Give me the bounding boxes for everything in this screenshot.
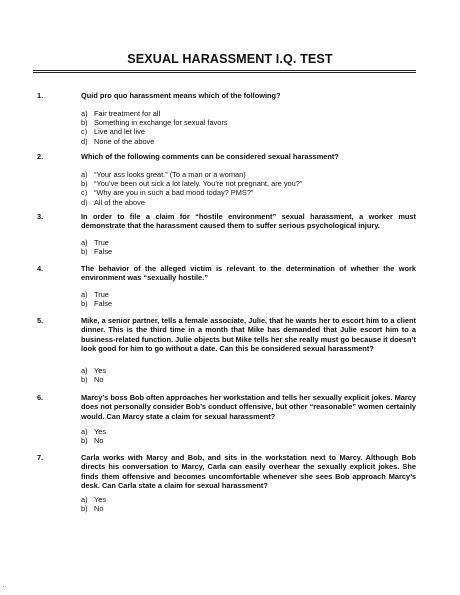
answer-option — [81, 290, 411, 299]
option-text: Yes — [94, 427, 107, 436]
answer-option — [81, 495, 411, 504]
option-letter: a) — [81, 495, 88, 504]
option-text: “Why are you in such a bad mood today? PMS?” — [94, 188, 254, 198]
option-letter: b) — [81, 118, 88, 128]
answer-options — [81, 170, 411, 207]
option-text: True — [94, 290, 109, 299]
answer-option — [81, 299, 411, 308]
option-letter: a) — [81, 170, 88, 179]
option-text: No — [94, 504, 104, 514]
question-number: 4. — [37, 264, 44, 273]
answer-option — [81, 366, 411, 375]
question-number: 3. — [37, 212, 44, 221]
option-text: “Your ass looks great.” (To a man or a woman) — [94, 170, 246, 179]
option-letter: d) — [81, 197, 88, 207]
answer-option — [81, 137, 411, 146]
answer-option — [81, 247, 411, 256]
option-text: False — [94, 299, 113, 309]
answer-options — [81, 109, 411, 146]
option-text: Fair treatment for all — [94, 109, 161, 118]
option-text: Yes — [94, 495, 107, 504]
question-text: Marcy’s boss Bob often approaches her workstation and tells her sexually explicit jokes. Marcy does not personally consider Bob’s conduct offensive, but other “reasonable” women certainly would. Can Marcy state a claim for sexual harassment? — [81, 393, 416, 421]
answer-option — [81, 170, 411, 179]
question-text: In order to file a claim for “hostile environment” sexual harassment, a worker must demonstrate that the harassment caused them to suffer serious psychological injury. — [81, 212, 416, 231]
scan-mark — [3, 586, 4, 587]
question-text: The behavior of the alleged victim is relevant to the determination of whether the work environment was “sexually hostile.” — [81, 264, 416, 283]
option-text: No — [94, 436, 104, 446]
answer-option — [81, 238, 411, 247]
option-text: False — [94, 247, 113, 257]
option-text: Yes — [94, 366, 107, 375]
option-letter: a) — [81, 290, 88, 299]
answer-options — [81, 238, 411, 256]
answer-option — [81, 188, 411, 197]
option-letter: b) — [81, 247, 88, 257]
option-text: All of the above — [94, 197, 145, 207]
option-text: True — [94, 238, 109, 247]
option-letter: a) — [81, 238, 88, 247]
option-letter: b) — [81, 436, 88, 446]
answer-option — [81, 109, 411, 118]
answer-options — [81, 366, 411, 384]
option-letter: a) — [81, 109, 88, 118]
option-letter: b) — [81, 504, 88, 514]
question-number: 5. — [37, 316, 44, 325]
question-number: 1. — [37, 91, 44, 100]
option-letter: b) — [81, 375, 88, 385]
answer-option — [81, 127, 411, 136]
option-text: None of the above — [94, 136, 155, 146]
document-title: SEXUAL HARASSMENT I.Q. TEST — [127, 52, 333, 66]
answer-options — [81, 495, 411, 513]
answer-option — [81, 179, 411, 188]
question-text: Mike, a senior partner, tells a female associate, Julie, that he wants her to escort him to a client dinner. This is the third time in a month that Mike has demanded that Julie escort him to a business-related function. Julie objects but Mike tells her she really must go because it doesn’t look good for him to go without a date. Can this be considered sexual harassment? — [81, 316, 416, 353]
question-text: Carla works with Marcy and Bob, and sits in the workstation next to Marcy. Although Bob directs his conversation to Marcy, Carla can easily overhear the sexually explicit jokes. She finds them offensive and becomes uncomfortable whenever she sees Bob approach Marcy’s desk. Can Carla state a claim for sexual harassment? — [81, 453, 416, 490]
option-text: Live and let live — [94, 127, 145, 137]
answer-option — [81, 198, 411, 207]
option-letter: a) — [81, 427, 88, 436]
option-text: “You’ve been out sick a lot lately. You’re not pregnant, are you?” — [94, 179, 303, 189]
question-number: 2. — [37, 152, 44, 161]
option-letter: a) — [81, 366, 88, 375]
answer-option — [81, 504, 411, 513]
answer-options — [81, 427, 411, 445]
answer-options — [81, 290, 411, 308]
question-number: 7. — [37, 453, 44, 462]
option-letter: c) — [81, 188, 88, 198]
title-rule-top — [33, 70, 416, 71]
title-rule-bottom — [33, 72, 416, 73]
answer-option — [81, 375, 411, 384]
option-letter: c) — [81, 127, 88, 137]
answer-option — [81, 118, 411, 127]
option-letter: d) — [81, 136, 88, 146]
question-text: Which of the following comments can be considered sexual harassment? — [81, 152, 339, 161]
option-text: Something in exchange for sexual favors — [94, 118, 228, 128]
option-letter: b) — [81, 299, 88, 309]
option-text: No — [94, 375, 104, 385]
answer-option — [81, 436, 411, 445]
question-number: 6. — [37, 393, 44, 402]
question-text: Quid pro quo harassment means which of the following? — [81, 91, 281, 100]
answer-option — [81, 427, 411, 436]
option-letter: b) — [81, 179, 88, 189]
